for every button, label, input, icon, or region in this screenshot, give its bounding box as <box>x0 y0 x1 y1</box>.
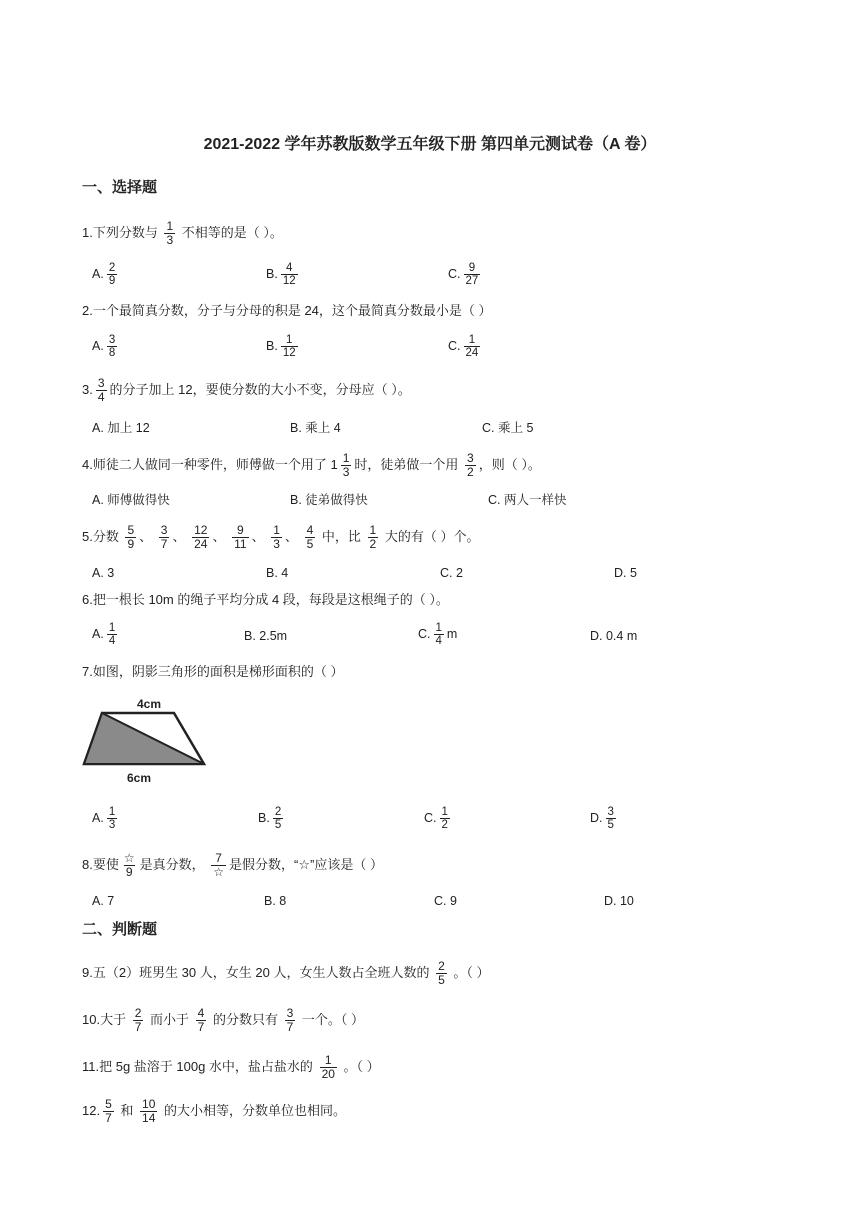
q2-option-c[interactable]: C. $\frac{1}{24}$ <box>448 334 479 359</box>
question-7: 7.如图，阴影三角形的面积是梯形面积的（ ） <box>82 664 344 679</box>
q5-fraction-6: $\frac{4}{5}$ <box>306 523 314 551</box>
q8-option-c[interactable]: C. 9 <box>434 894 457 908</box>
question-5: 5.分数 $\frac{5}{9}$ 、 $\frac{3}{7}$ 、 $\frac{12}{24}$ 、 $\frac{9}{11}$ 、 $\frac{1}{3}$ 、 $\frac{4}{5}$ 中，比 $\frac{1}{2}$ 大的有（ ）个。 <box>82 523 480 551</box>
q1-option-a[interactable]: A. $\frac{2}{9}$ <box>92 262 116 287</box>
question-10: 10.大于 $\frac{2}{7}$ 而小于 $\frac{4}{7}$ 的分数只有 $\frac{3}{7}$ 一个。（ ） <box>82 1006 365 1034</box>
question-6: 6.把一根长 10m 的绳子平均分成 4 段，每段是这根绳子的（ ）。 <box>82 592 449 607</box>
q5-fraction-half: $\frac{1}{2}$ <box>369 523 377 551</box>
q4-fraction-2: $\frac{3}{2}$ <box>467 451 474 479</box>
q3-option-a[interactable]: A. 加上 12 <box>92 421 150 435</box>
q6-option-a[interactable]: A. $\frac{1}{4}$ <box>92 622 116 647</box>
q4-option-a[interactable]: A. 师傅做得快 <box>92 493 170 507</box>
q12-fraction-1: $\frac{5}{7}$ <box>105 1097 112 1125</box>
question-3: 3. $\frac{3}{4}$ 的分子加上 12，要使分数的大小不变，分母应（ ）。 <box>82 376 411 404</box>
q5-option-c[interactable]: C. 2 <box>440 566 463 580</box>
q8-fraction-1: $\frac{☆}{9}$ <box>123 851 135 879</box>
q1-option-b[interactable]: B. $\frac{4}{12}$ <box>266 262 296 287</box>
question-9: 9.五（2）班男生 30 人，女生 20 人，女生人数占全班人数的 $\frac{2}{5}$ 。（ ） <box>82 959 490 987</box>
q2-option-b[interactable]: B. $\frac{1}{12}$ <box>266 334 296 359</box>
q8-option-b[interactable]: B. 8 <box>264 894 287 908</box>
trapezoid-figure <box>82 692 208 788</box>
q3-option-b[interactable]: B. 乘上 4 <box>290 421 341 435</box>
q1-text-end: 不相等的是（ ）。 <box>181 224 283 240</box>
q9-fraction: $\frac{2}{5}$ <box>438 959 445 987</box>
question-2: 2.一个最简真分数，分子与分母的积是 24，这个最简真分数最小是（ ） <box>82 303 492 318</box>
q7-option-d[interactable]: D. $\frac{3}{5}$ <box>590 806 614 831</box>
q8-fraction-2: $\frac{7}{☆}$ <box>213 851 225 879</box>
q7-option-a[interactable]: A. $\frac{1}{3}$ <box>92 806 116 831</box>
q11-fraction: $\frac{1}{20}$ <box>321 1053 335 1081</box>
q8-option-a[interactable]: A. 7 <box>92 894 115 908</box>
question-4: 4.师徒二人做同一种零件，师傅做一个用了 1 $\frac{1}{3}$ 时，徒弟做一个用 $\frac{3}{2}$ ，则（ ）。 <box>82 451 541 479</box>
q10-fraction-1: $\frac{2}{7}$ <box>134 1006 142 1034</box>
q5-fraction-5: $\frac{1}{3}$ <box>273 523 280 551</box>
q5-option-d[interactable]: D. 5 <box>614 566 637 580</box>
q1-option-c[interactable]: C. $\frac{9}{27}$ <box>448 262 479 287</box>
q4-option-c[interactable]: C. 两人一样快 <box>488 493 567 507</box>
q10-fraction-2: $\frac{4}{7}$ <box>197 1006 205 1034</box>
section-heading-judge: 二、判断题 <box>82 921 158 938</box>
question-12: 12. $\frac{5}{7}$ 和 $\frac{10}{14}$ 的大小相等，分数单位也相同。 <box>82 1097 347 1125</box>
q4-fraction-1: $\frac{1}{3}$ <box>342 451 350 479</box>
question-11: 11.把 5g 盐溶于 100g 水中，盐占盐水的 $\frac{1}{20}$ 。（ ） <box>82 1053 380 1081</box>
q1-fraction: $\frac{1}{3}$ <box>166 219 174 247</box>
q5-fraction-2: $\frac{3}{7}$ <box>160 523 168 551</box>
q6-option-d[interactable]: D. 0.4 m <box>590 629 638 643</box>
q4-option-b[interactable]: B. 徒弟做得快 <box>290 493 368 507</box>
section-heading-choice: 一、选择题 <box>82 179 158 196</box>
q8-option-d[interactable]: D. 10 <box>604 894 634 908</box>
question-1 <box>82 220 283 247</box>
q6-option-c[interactable]: C. $\frac{1}{4}$ m <box>418 622 458 647</box>
q5-fraction-3: $\frac{12}{24}$ <box>194 523 208 551</box>
q5-fraction-1: $\frac{5}{9}$ <box>127 523 135 551</box>
q10-fraction-3: $\frac{3}{7}$ <box>286 1006 294 1034</box>
bottom-base-label: 6cm <box>127 771 152 785</box>
q3-fraction: $\frac{3}{4}$ <box>97 376 105 404</box>
q3-option-c[interactable]: C. 乘上 5 <box>482 421 534 435</box>
q5-option-b[interactable]: B. 4 <box>266 566 289 580</box>
question-8: 8.要使 $\frac{☆}{9}$ 是真分数， $\frac{7}{☆}$ 是假分数，“☆”应该是（ ） <box>82 851 383 879</box>
q7-option-b[interactable]: B. $\frac{2}{5}$ <box>258 806 282 831</box>
q2-option-a[interactable]: A. $\frac{3}{8}$ <box>92 334 116 359</box>
q1-text: 1.下列分数与 <box>82 224 158 240</box>
page-title: 2021-2022 学年苏教版数学五年级下册 第四单元测试卷（A 卷） <box>203 136 657 153</box>
q5-option-a[interactable]: A. 3 <box>92 566 115 580</box>
q6-option-b[interactable]: B. 2.5m <box>244 629 288 643</box>
q12-fraction-2: $\frac{10}{14}$ <box>142 1097 156 1125</box>
q7-option-c[interactable]: C. $\frac{1}{2}$ <box>424 806 448 831</box>
top-base-label: 4cm <box>137 697 162 711</box>
q5-fraction-4: $\frac{9}{11}$ <box>234 523 247 551</box>
